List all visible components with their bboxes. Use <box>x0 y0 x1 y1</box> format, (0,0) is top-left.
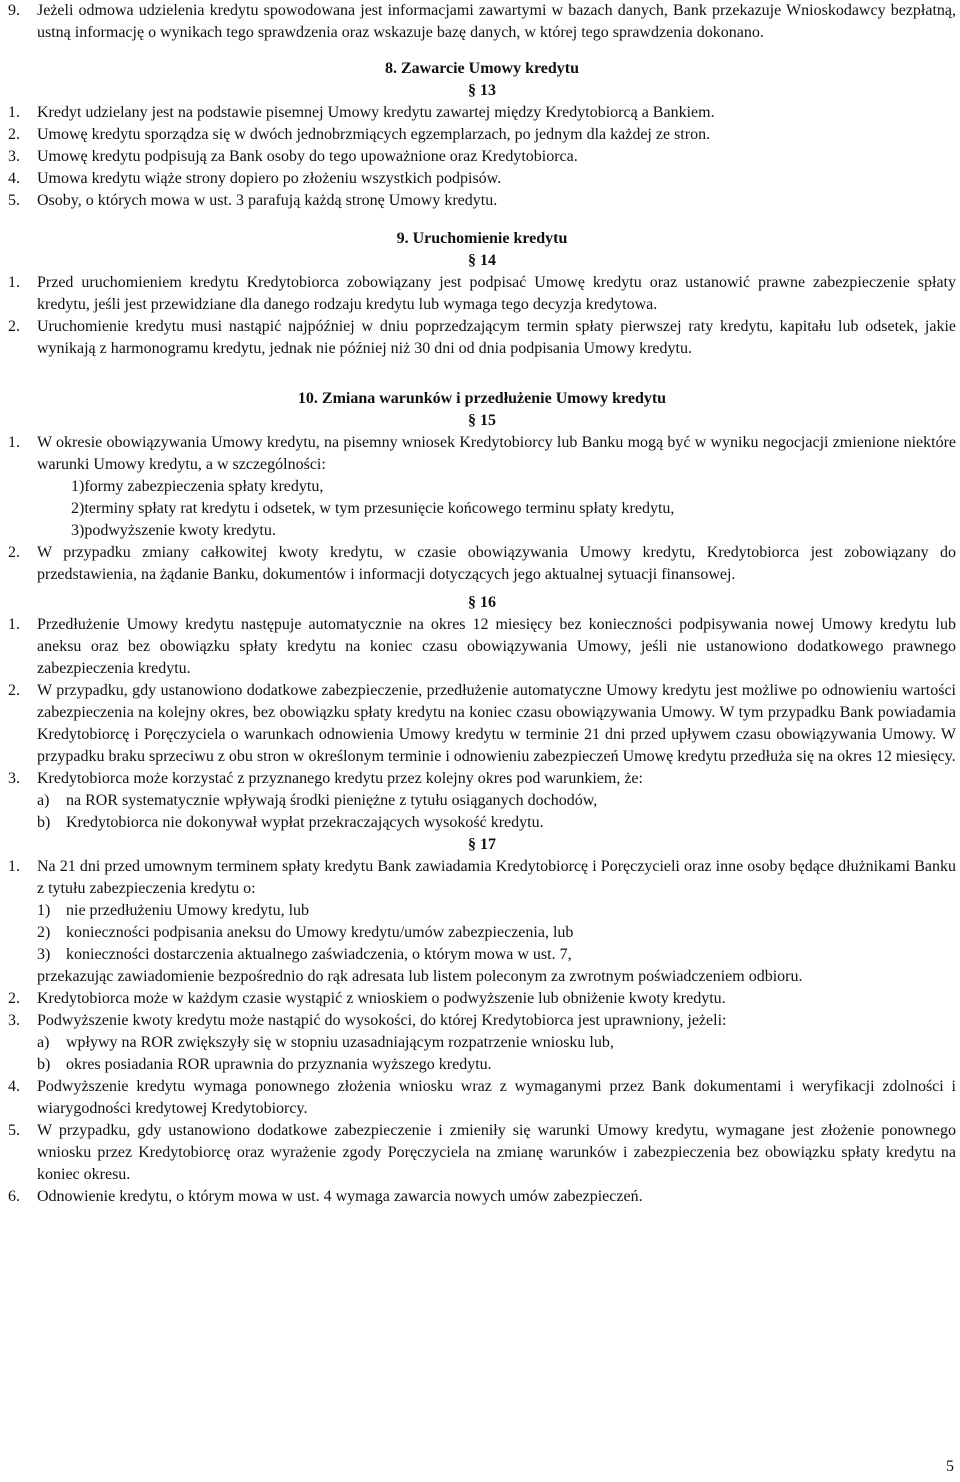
paragraph-number <box>8 592 956 614</box>
section-symbol: § <box>468 836 476 853</box>
section-heading: 8. Zawarcie Umowy kredytu <box>384 60 580 77</box>
sub-item-text: konieczności dostarczenia aktualnego zaświadczenia, o którym mowa w ust. 7, <box>66 946 572 963</box>
list-item <box>8 1186 956 1208</box>
section-symbol: § <box>468 252 476 269</box>
sub-item-text: nie przedłużeniu Umowy kredytu, lub <box>66 902 310 919</box>
item-text: W przypadku, gdy ustanowiono dodatkowe zabezpieczenie, przedłużenie automatyczne Umowy kredytu jest możliwe po odnowieniu wartości zabezpieczenia na kolejny okres, bez obowiązku spłaty kredytu na koniec czasu obowiązywania Umowy. W tym przypadku Bank powiadamia Kredytobiorcę i Poręczyciela o warunkach odnowienia Umowy kredytu w terminie 21 dni przed upływem czasu obowiązywania Umowy. W przypadku braku sprzeciwu z obu stron w określonym terminie i odnowieniu zabezpieczeń Umowę kredytu przedłuża się na okres 12 miesięcy. <box>37 682 956 765</box>
section-symbol: § <box>468 412 476 429</box>
sub-item-number: a) <box>37 1034 50 1051</box>
sub-item: 2)terminy spłaty rat kredytu i odsetek, w tym przesunięcie końcowego terminu spłaty kredytu, <box>71 500 675 517</box>
list-item <box>8 1076 956 1120</box>
sub-item-number: 1) <box>37 902 51 919</box>
sub-item <box>8 790 956 812</box>
list-item <box>8 0 956 44</box>
list-item <box>8 988 956 1010</box>
item-number: 1. <box>8 104 20 121</box>
list-item <box>8 614 956 680</box>
item-text: Uruchomienie kredytu musi nastąpić najpóźniej w dniu poprzedzającym termin spłaty pierwszej raty kredytu, kapitału lub odsetek, jakie wynikają z harmonogramu kredytu, jednak nie później niż 30 dni od dnia podpisania Umowy kredytu. <box>37 318 956 357</box>
sub-item: 1)formy zabezpieczenia spłaty kredytu, <box>71 478 324 495</box>
sub-item-number: 3) <box>37 946 51 963</box>
item-text: W przypadku, gdy ustanowiono dodatkowe zabezpieczenie i zmieniły się warunki Umowy kredytu, wymagane jest złożenie ponownego wniosku przez Kredytobiorcę oraz wyrażenie zgody Poręczyciela na zmianę warunków i zabezpieczenia bez obowiązku spłaty kredytu na koniec okresu. <box>37 1122 956 1183</box>
item-text: Kredytobiorca może w każdym czasie wystąpić z wnioskiem o podwyższenie lub obniżenie kwoty kredytu. <box>37 990 726 1007</box>
sub-item <box>8 944 956 966</box>
item-number: 2. <box>8 318 20 335</box>
item-number: 2. <box>8 990 20 1007</box>
paragraph-number-value: 14 <box>480 252 496 269</box>
item-number: 4. <box>8 1078 20 1095</box>
list-item <box>8 432 956 476</box>
list-item <box>8 190 956 212</box>
item-number: 6. <box>8 1188 20 1205</box>
paragraph-number-value: 15 <box>480 412 496 429</box>
paragraph-number-value: 13 <box>480 82 496 99</box>
list-item <box>8 768 956 790</box>
item-number: 4. <box>8 170 20 187</box>
item-continuation: przekazując zawiadomienie bezpośrednio do rąk adresata lub listem poleconym za zwrotnym poświadczeniem odbioru. <box>37 968 803 985</box>
sub-item-text: Kredytobiorca nie dokonywał wypłat przekraczających wysokość kredytu. <box>66 814 544 831</box>
item-text: Jeżeli odmowa udzielenia kredytu spowodowana jest informacjami zawartymi w bazach danych, Bank przekazuje Wnioskodawcy bezpłatną, ustną informację o wynikach tego sprawdzenia oraz wskazuje bazę danych, w której tego sprawdzenia dokonano. <box>37 2 956 41</box>
item-number: 1. <box>8 274 20 291</box>
item-number: 3. <box>8 148 20 165</box>
sub-item <box>8 1054 956 1076</box>
item-text: Podwyższenie kredytu wymaga ponownego złożenia wniosku wraz z wymaganymi przez Bank dokumentami i weryfikacji zdolności i wiarygodności kredytowej Kredytobiorcy. <box>37 1078 956 1117</box>
sub-item-number: b) <box>37 814 51 831</box>
item-number: 5. <box>8 192 20 209</box>
page-number: 5 <box>946 1458 954 1475</box>
item-text: W okresie obowiązywania Umowy kredytu, na pisemny wniosek Kredytobiorcy lub Banku mogą być w wyniku negocjacji zmienione niektóre warunki Umowy kredytu, a w szczególności: <box>37 434 956 473</box>
sub-item-text: wpływy na ROR zwiększyły się w stopniu uzasadniającym rozpatrzenie wniosku lub, <box>66 1034 614 1051</box>
sub-item-text: na ROR systematycznie wpływają środki pieniężne z tytułu osiąganych dochodów, <box>66 792 598 809</box>
item-number: 3. <box>8 1012 20 1029</box>
sub-item-text: okres posiadania ROR uprawnia do przyznania wyższego kredytu. <box>66 1056 492 1073</box>
paragraph-number <box>8 80 956 102</box>
list-item <box>8 680 956 768</box>
item-text: Podwyższenie kwoty kredytu może nastąpić do wysokości, do której Kredytobiorca jest uprawniony, jeżeli: <box>37 1012 727 1029</box>
sub-item: 3)podwyższenie kwoty kredytu. <box>71 522 276 539</box>
section-heading: 10. Zmiana warunków i przedłużenie Umowy kredytu <box>297 390 667 407</box>
item-text: Umowa kredytu wiąże strony dopiero po złożeniu wszystkich podpisów. <box>37 170 502 187</box>
sub-item-number: a) <box>37 792 50 809</box>
item-number: 2. <box>8 544 20 561</box>
list-item <box>8 316 956 360</box>
item-text: Odnowienie kredytu, o którym mowa w ust. 4 wymaga zawarcia nowych umów zabezpieczeń. <box>37 1188 643 1205</box>
sub-item <box>8 900 956 922</box>
item-number: 5. <box>8 1122 20 1139</box>
sub-item <box>8 1032 956 1054</box>
sub-item-number: b) <box>37 1056 51 1073</box>
paragraph-number <box>8 410 956 432</box>
section-symbol: § <box>468 82 476 99</box>
item-text: Kredytobiorca może korzystać z przyznanego kredytu przez kolejny okres pod warunkiem, że: <box>37 770 643 787</box>
list-item <box>8 168 956 190</box>
item-text: Na 21 dni przed umownym terminem spłaty kredytu Bank zawiadamia Kredytobiorcę i Poręczycieli oraz inne osoby będące dłużnikami Banku z tytułu zabezpieczenia kredytu o: <box>37 858 956 897</box>
list-item <box>8 102 956 124</box>
paragraph-number <box>8 250 956 272</box>
sub-item <box>8 812 956 834</box>
document-page <box>8 0 956 1208</box>
list-item <box>8 272 956 316</box>
item-text: Przed uruchomieniem kredytu Kredytobiorca zobowiązany jest podpisać Umowę kredytu oraz ustanowić prawne zabezpieczenie spłaty kredytu, jeśli jest przewidziane dla danego rodzaju kredytu lub wymaga tego decyzja kredytowa. <box>37 274 956 313</box>
list-item <box>8 1120 956 1186</box>
item-number: 1. <box>8 858 20 875</box>
list-item <box>8 1010 956 1032</box>
paragraph-number-value: 17 <box>480 836 496 853</box>
sub-item <box>8 922 956 944</box>
item-text: Kredyt udzielany jest na podstawie pisemnej Umowy kredytu zawartej między Kredytobiorcą a Bankiem. <box>37 104 715 121</box>
list-item <box>8 542 956 586</box>
item-text: Umowę kredytu sporządza się w dwóch jednobrzmiących egzemplarzach, po jednym dla każdej ze stron. <box>37 126 711 143</box>
item-text: W przypadku zmiany całkowitej kwoty kredytu, w czasie obowiązywania Umowy kredytu, Kredytobiorca jest zobowiązany do przedstawienia, na żądanie Banku, dokumentów i informacji dotyczących jego aktualnej sytuacji finansowej. <box>37 544 956 583</box>
item-number: 9. <box>8 2 20 19</box>
list-item <box>8 856 956 900</box>
paragraph-number <box>8 834 956 856</box>
paragraph-number-value: 16 <box>480 594 496 611</box>
item-number: 2. <box>8 126 20 143</box>
item-number: 1. <box>8 434 20 451</box>
section-symbol: § <box>468 594 476 611</box>
item-number: 3. <box>8 770 20 787</box>
section-heading: 9. Uruchomienie kredytu <box>396 230 568 247</box>
sub-item-number: 2) <box>37 924 51 941</box>
item-text: Osoby, o których mowa w ust. 3 parafują każdą stronę Umowy kredytu. <box>37 192 498 209</box>
item-number: 2. <box>8 682 20 699</box>
list-item <box>8 146 956 168</box>
list-item <box>8 124 956 146</box>
item-number: 1. <box>8 616 20 633</box>
item-text: Umowę kredytu podpisują za Bank osoby do tego upoważnione oraz Kredytobiorca. <box>37 148 578 165</box>
sub-item-text: konieczności podpisania aneksu do Umowy kredytu/umów zabezpieczenia, lub <box>66 924 574 941</box>
item-text: Przedłużenie Umowy kredytu następuje automatycznie na okres 12 miesięcy bez konieczności podpisywania nowej Umowy kredytu lub aneksu oraz bez obowiązku spłaty kredytu na koniec czasu obowiązywania Umowy, jeśli nie ustanowiono dodatkowego prawnego zabezpieczenia kredytu. <box>37 616 956 677</box>
